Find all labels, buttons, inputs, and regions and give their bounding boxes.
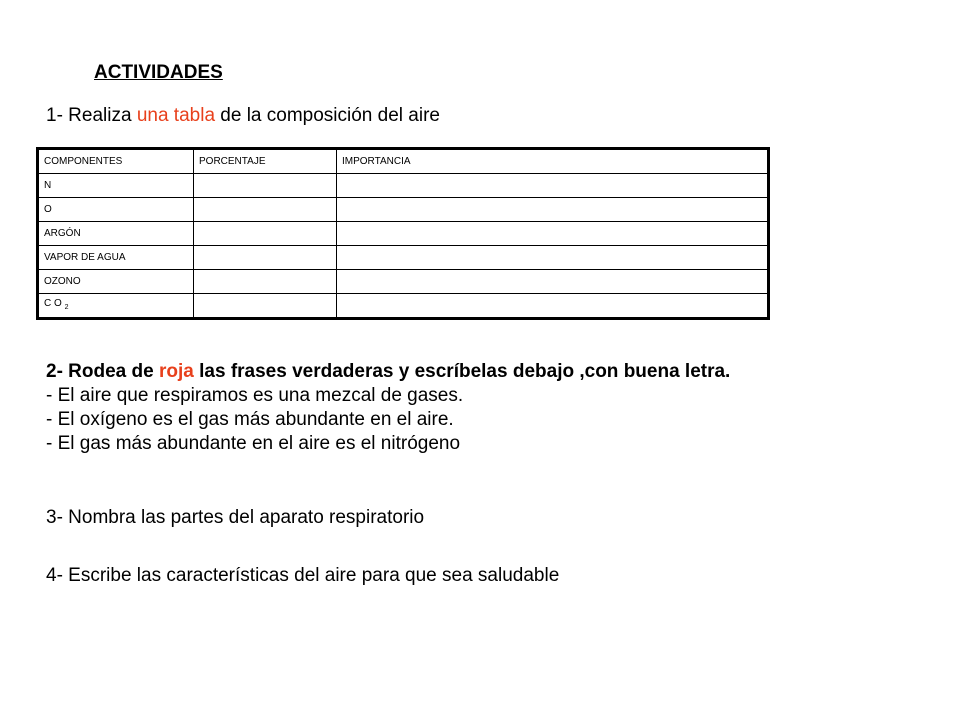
component-cell: O xyxy=(38,198,194,222)
question-2-prefix: 2- Rodea de xyxy=(46,361,159,382)
header-porcentaje: PORCENTAJE xyxy=(194,149,337,174)
importance-cell xyxy=(337,294,769,319)
table-row xyxy=(38,222,769,246)
component-cell: N xyxy=(38,174,194,198)
component-cell xyxy=(38,294,194,319)
component-cell: OZONO xyxy=(38,270,194,294)
importance-cell xyxy=(337,198,769,222)
table-row xyxy=(38,246,769,270)
question-1-prefix: 1- Realiza xyxy=(46,105,137,126)
importance-cell xyxy=(337,174,769,198)
header-importancia: IMPORTANCIA xyxy=(337,149,769,174)
question-1 xyxy=(46,104,440,128)
table-row xyxy=(38,174,769,198)
question-2-suffix: las frases verdaderas y escríbelas debajo ,con buena letra. xyxy=(193,361,731,382)
component-cell: VAPOR DE AGUA xyxy=(38,246,194,270)
statement-1: - El aire que respiramos es una mezcal de gases. xyxy=(46,385,464,406)
component-formula: C O xyxy=(44,297,62,309)
component-cell: ARGÓN xyxy=(38,222,194,246)
importance-cell xyxy=(337,222,769,246)
question-1-suffix: de la composición del aire xyxy=(215,105,440,126)
importance-cell xyxy=(337,270,769,294)
percentage-cell xyxy=(194,174,337,198)
importance-cell xyxy=(337,246,769,270)
question-2-highlight: roja xyxy=(158,361,194,382)
percentage-cell xyxy=(194,198,337,222)
table-row xyxy=(38,270,769,294)
percentage-cell xyxy=(194,270,337,294)
statement-2: - El oxígeno es el gas más abundante en el aire. xyxy=(46,409,454,430)
table-header-row xyxy=(38,149,769,174)
table-row xyxy=(38,294,769,319)
question-3: 3- Nombra las partes del aparato respiratorio xyxy=(46,507,425,528)
percentage-cell xyxy=(194,222,337,246)
percentage-cell xyxy=(194,246,337,270)
percentage-cell xyxy=(194,294,337,319)
composition-table xyxy=(36,147,770,320)
statement-3: - El gas más abundante en el aire es el nitrógeno xyxy=(46,433,461,454)
question-1-highlight: una tabla xyxy=(136,105,216,126)
table-row xyxy=(38,198,769,222)
header-componentes: COMPONENTES xyxy=(38,149,194,174)
question-2 xyxy=(46,360,730,456)
component-subscript: 2 xyxy=(64,303,69,311)
question-2-instruction xyxy=(46,360,730,384)
page-title: ACTIVIDADES xyxy=(94,62,223,83)
question-4: 4- Escribe las características del aire para que sea saludable xyxy=(46,565,560,586)
